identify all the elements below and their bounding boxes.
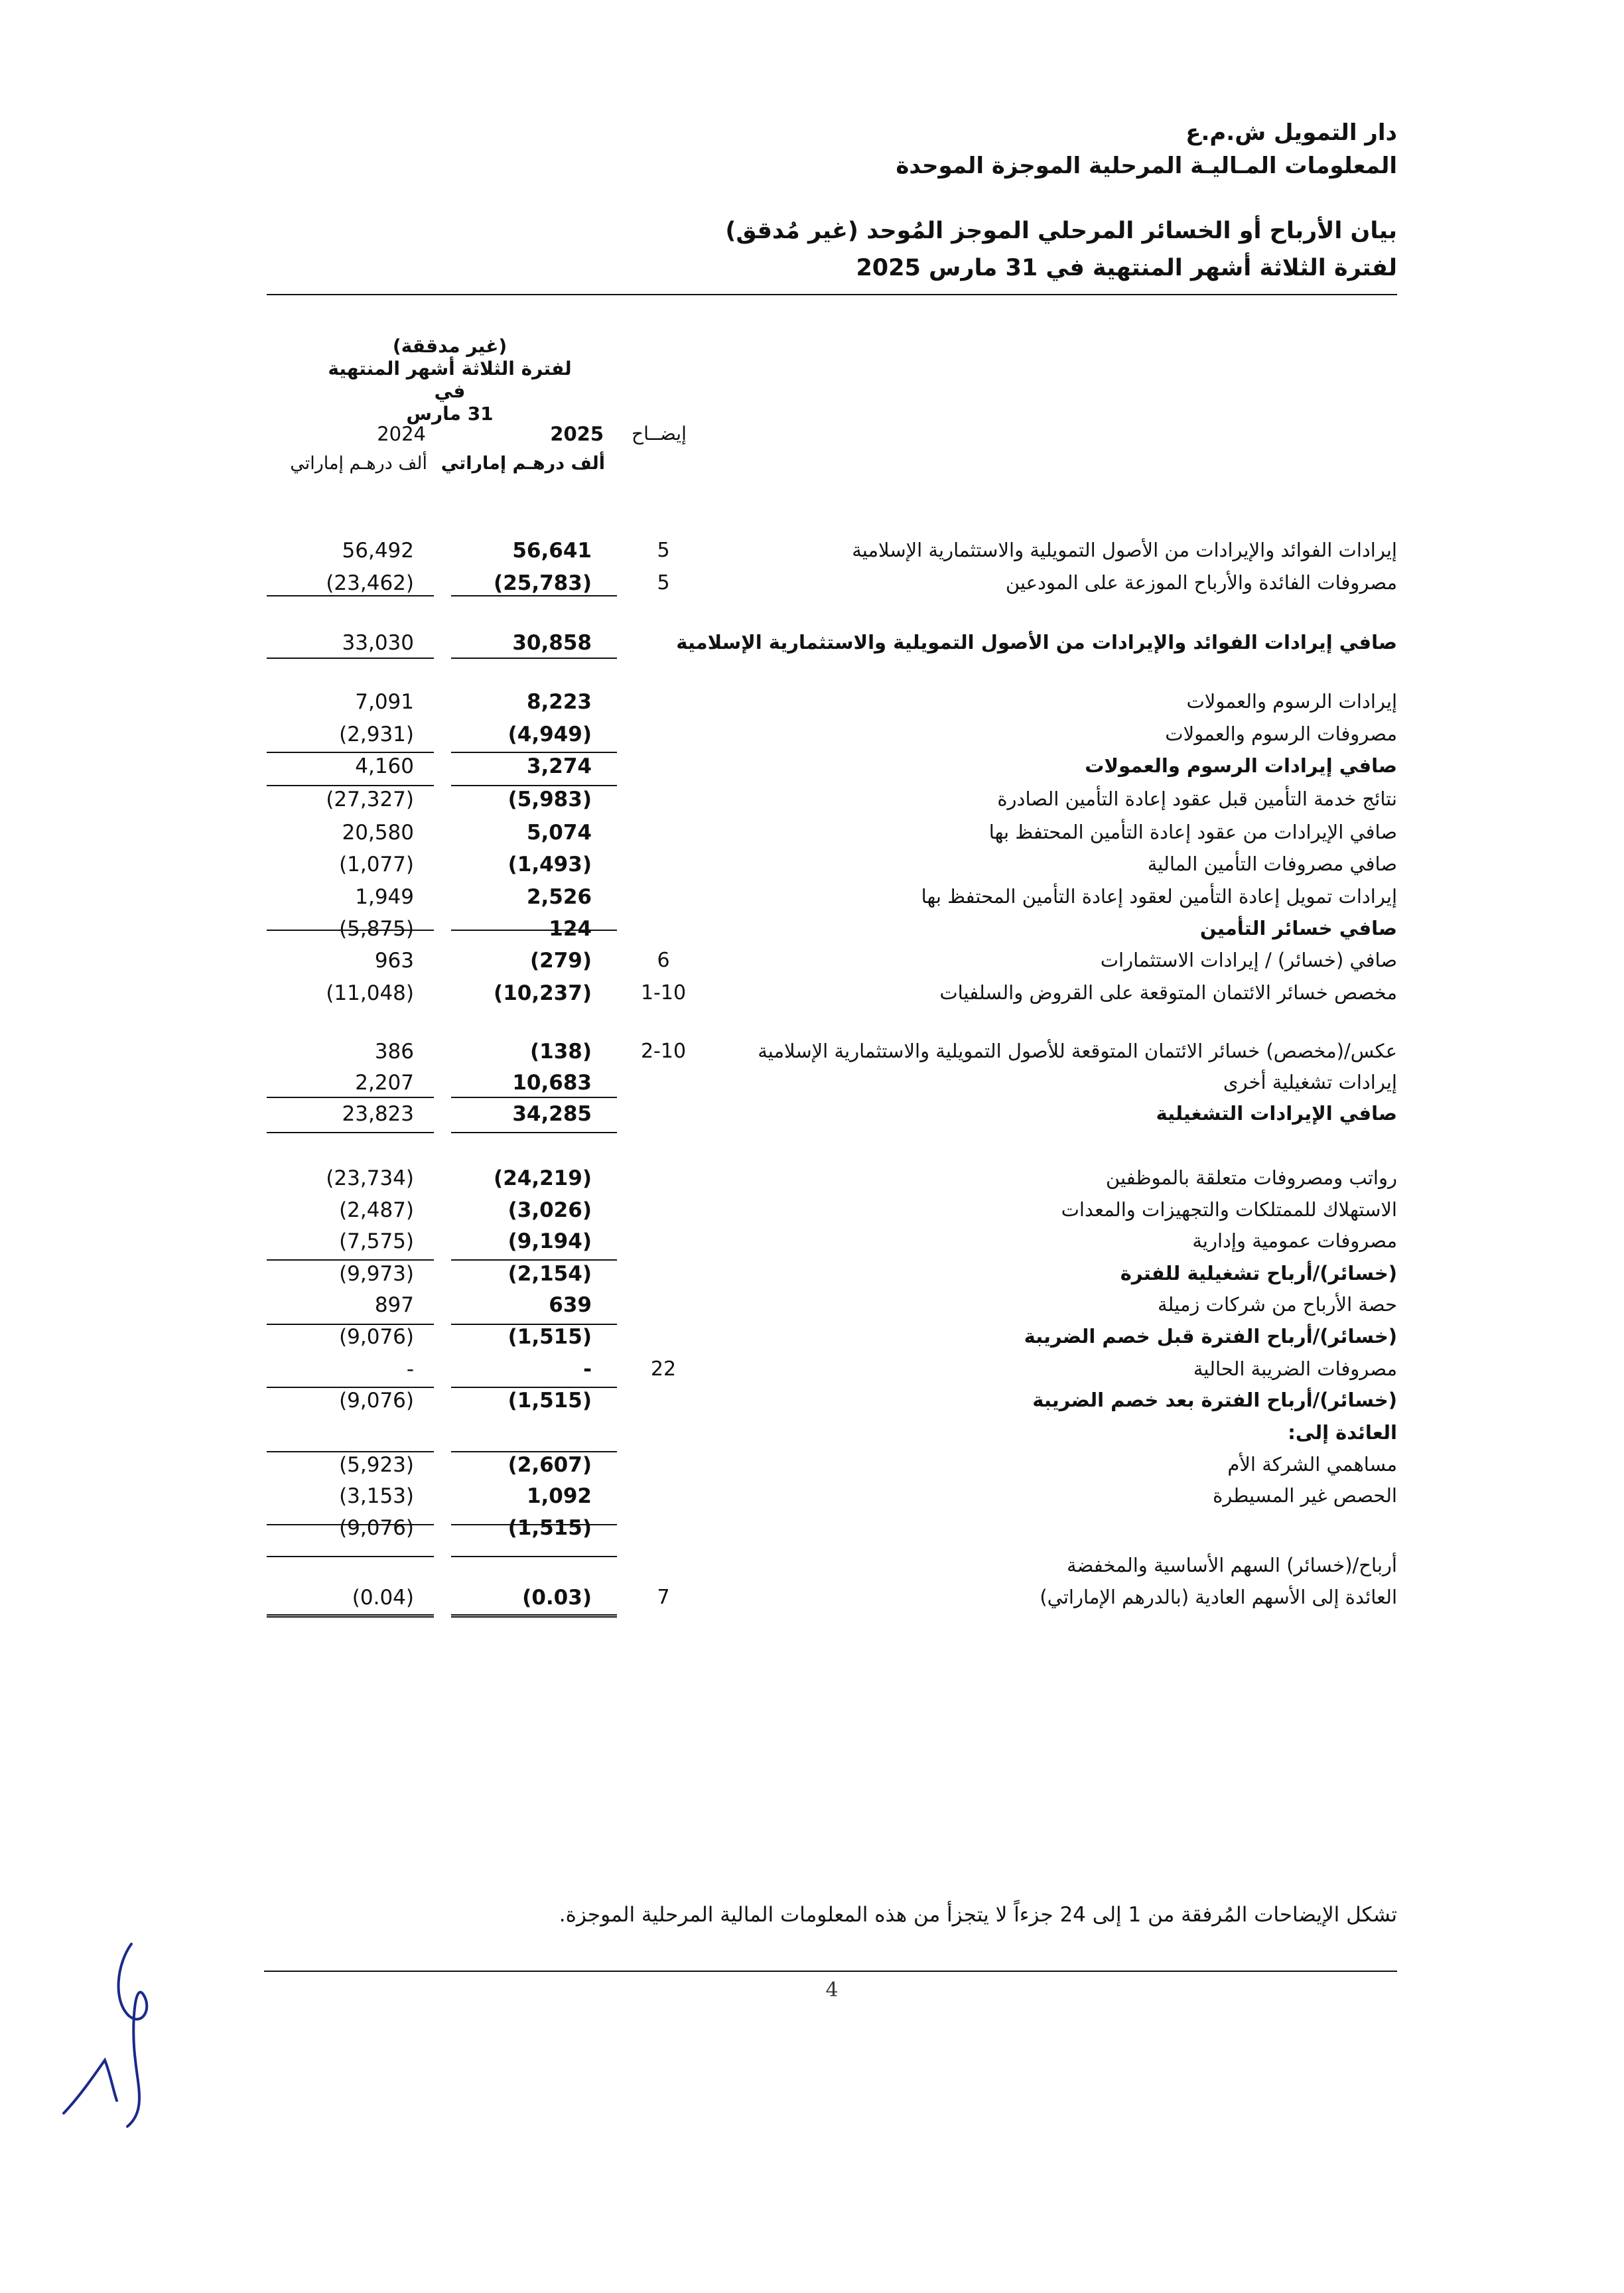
table-row xyxy=(0,1516,1624,1543)
value-2025: 1,092 xyxy=(526,1484,592,1508)
column-rule xyxy=(451,1524,617,1525)
row-label: مصروفات الفائدة والأرباح الموزعة على المودعين xyxy=(1005,571,1397,594)
value-2024: (5,923) xyxy=(339,1453,414,1477)
signature xyxy=(53,1937,166,2136)
column-rule xyxy=(451,930,617,931)
value-2025: (2,607) xyxy=(508,1453,592,1477)
row-label: (خسائر)/أرباح الفترة قبل خصم الضريبة xyxy=(1024,1325,1397,1348)
row-label: صافي خسائر التأمين xyxy=(1199,917,1397,939)
value-2025: (9,194) xyxy=(508,1229,592,1253)
year-2025-header: 2025 xyxy=(550,423,604,445)
column-rule xyxy=(451,1387,617,1388)
value-2025: (4,949) xyxy=(508,723,592,746)
footer-rule xyxy=(264,1971,1397,1972)
value-2025: 34,285 xyxy=(512,1102,592,1126)
table-row xyxy=(0,539,1624,565)
value-2025: 10,683 xyxy=(512,1071,592,1095)
value-2024: (23,734) xyxy=(326,1166,414,1190)
table-row xyxy=(0,885,1624,912)
row-label: صافي الإيرادات من عقود إعادة التأمين المحتفظ بها xyxy=(988,821,1397,843)
value-2024: (2,931) xyxy=(339,723,414,746)
column-rule xyxy=(451,752,617,753)
table-row xyxy=(0,1293,1624,1320)
table-row xyxy=(0,1389,1624,1415)
value-2024: 4,160 xyxy=(355,754,414,778)
row-label: رواتب ومصروفات متعلقة بالموظفين xyxy=(1105,1166,1397,1189)
value-2025: (3,026) xyxy=(508,1198,592,1222)
table-row xyxy=(0,1453,1624,1480)
row-label: مساهمي الشركة الأم xyxy=(1227,1453,1397,1476)
footer-note: تشكل الإيضاحات المُرفقة من 1 إلى 24 جزءاً لا يتجزأ من هذه المعلومات المالية المرحلية الموجزة. xyxy=(559,1903,1397,1927)
column-rule xyxy=(451,1097,617,1098)
value-2025: 124 xyxy=(549,917,592,941)
row-label: مصروفات عمومية وإدارية xyxy=(1192,1229,1397,1252)
table-row xyxy=(0,853,1624,879)
column-rule xyxy=(451,785,617,786)
value-2025: 56,641 xyxy=(512,539,592,563)
value-2025: 3,274 xyxy=(526,754,592,778)
column-rule xyxy=(451,1259,617,1261)
row-label: صافي مصروفات التأمين المالية xyxy=(1147,853,1397,875)
column-rule xyxy=(451,1451,617,1452)
table-row xyxy=(0,981,1624,1008)
row-label: مصروفات الضريبة الحالية xyxy=(1193,1357,1397,1380)
column-rule xyxy=(267,595,434,596)
value-2025: (1,515) xyxy=(508,1389,592,1413)
table-row xyxy=(0,1071,1624,1097)
row-note: 7 xyxy=(657,1586,670,1609)
table-row xyxy=(0,1484,1624,1511)
statement-title: بيان الأرباح أو الخسائر المرحلي الموجز المُوحد (غير مُدقق) xyxy=(725,218,1397,244)
statement-period: لفترة الثلاثة أشهر المنتهية في 31 مارس 2025 xyxy=(856,255,1397,281)
row-label: الحصص غير المسيطرة xyxy=(1213,1484,1397,1507)
value-2024: 963 xyxy=(374,949,414,973)
column-rule xyxy=(267,752,434,753)
column-rule xyxy=(267,930,434,931)
value-2025: 5,074 xyxy=(526,821,592,845)
table-row xyxy=(0,1198,1624,1225)
table-row xyxy=(0,1229,1624,1256)
value-2024: 20,580 xyxy=(342,821,414,845)
note-column-header: إيضــاح xyxy=(632,423,687,445)
unit-2024-header: ألف درهـم إماراتي xyxy=(290,453,427,474)
unit-2025-header: ألف درهـم إماراتي xyxy=(440,453,605,474)
value-2024: (9,076) xyxy=(339,1325,414,1349)
value-2024: (1,077) xyxy=(339,853,414,876)
table-row xyxy=(0,821,1624,847)
table-row xyxy=(0,949,1624,975)
value-2025: (5,983) xyxy=(508,788,592,811)
row-label: إيرادات تمويل إعادة التأمين لعقود إعادة التأمين المحتفظ بها xyxy=(921,885,1397,908)
table-row xyxy=(0,1102,1624,1129)
company-name: دار التمويل ش.م.ع xyxy=(1185,119,1397,146)
row-note: 6 xyxy=(657,949,670,972)
value-2024: (2,487) xyxy=(339,1198,414,1222)
table-row xyxy=(0,631,1624,658)
column-rule xyxy=(267,1324,434,1325)
column-rule xyxy=(267,1614,434,1616)
row-label: عكس/(مخصص) خسائر الائتمان المتوقعة للأصول التمويلية والاستثمارية الإسلامية xyxy=(758,1040,1397,1062)
row-label: العائدة إلى: xyxy=(1288,1421,1397,1444)
value-2024: 23,823 xyxy=(342,1102,414,1126)
table-row xyxy=(0,1421,1624,1448)
row-label: حصة الأرباح من شركات زميلة xyxy=(1157,1293,1397,1316)
value-2025: (24,219) xyxy=(494,1166,592,1190)
value-2025: 2,526 xyxy=(526,885,592,909)
column-rule xyxy=(267,658,434,659)
table-row xyxy=(0,571,1624,598)
column-rule xyxy=(451,1556,617,1557)
value-2025: (0.03) xyxy=(522,1586,592,1610)
row-note: 22 xyxy=(650,1357,677,1381)
page-number: 4 xyxy=(825,1979,839,2002)
value-2024: (7,575) xyxy=(339,1229,414,1253)
value-2024: (9,076) xyxy=(339,1389,414,1413)
value-2025: (2,154) xyxy=(508,1262,592,1286)
table-row xyxy=(0,788,1624,814)
value-2025: (1,515) xyxy=(508,1325,592,1349)
column-rule xyxy=(451,1614,617,1616)
value-2024: 56,492 xyxy=(342,539,414,563)
row-note: 5 xyxy=(657,571,670,594)
value-2025: 30,858 xyxy=(512,631,592,655)
column-rule xyxy=(267,1387,434,1388)
value-2025: 8,223 xyxy=(526,690,592,714)
table-row xyxy=(0,1262,1624,1288)
period-label: لفترة الثلاثة أشهر المنتهية في xyxy=(328,358,572,402)
value-2024: 33,030 xyxy=(342,631,414,655)
row-label: صافي إيرادات الفوائد والإيرادات من الأصول التمويلية والاستثمارية الإسلامية xyxy=(676,631,1397,654)
column-rule xyxy=(451,1324,617,1325)
column-rule xyxy=(267,1556,434,1557)
row-label: إيرادات تشغيلية أخرى xyxy=(1223,1071,1397,1093)
value-2024: (23,462) xyxy=(326,571,414,595)
value-2025: (279) xyxy=(529,949,592,973)
value-2025: (10,237) xyxy=(494,981,592,1005)
table-row xyxy=(0,754,1624,781)
value-2025: - xyxy=(583,1357,592,1381)
table-row xyxy=(0,1586,1624,1612)
row-label: صافي إيرادات الرسوم والعمولات xyxy=(1085,754,1397,777)
row-label: صافي الإيرادات التشغيلية xyxy=(1156,1102,1397,1125)
row-label: مخصص خسائر الائتمان المتوقعة على القروض والسلفيات xyxy=(939,981,1397,1004)
table-row xyxy=(0,690,1624,717)
period-date-label: 31 مارس xyxy=(406,403,494,425)
value-2025: (1,493) xyxy=(508,853,592,876)
column-rule xyxy=(267,1097,434,1098)
column-rule xyxy=(267,1524,434,1525)
year-2024-header: 2024 xyxy=(377,423,426,445)
column-rule xyxy=(451,658,617,659)
column-rule xyxy=(267,1451,434,1452)
row-note: 1-10 xyxy=(640,981,687,1005)
unaudited-label: (غير مدققة) xyxy=(392,335,508,357)
row-label: أرباح/(خسائر) السهم الأساسية والمخفضة xyxy=(1067,1554,1397,1576)
row-label: العائدة إلى الأسهم العادية (بالدرهم الإماراتي) xyxy=(1040,1586,1397,1608)
table-row xyxy=(0,1325,1624,1352)
table-row xyxy=(0,1554,1624,1580)
value-2024: (9,076) xyxy=(339,1516,414,1540)
row-label: مصروفات الرسوم والعمولات xyxy=(1165,723,1397,745)
value-2024: (9,973) xyxy=(339,1262,414,1286)
row-label: صافي (خسائر) / إيرادات الاستثمارات xyxy=(1100,949,1397,971)
column-rule xyxy=(451,1616,617,1618)
row-note: 5 xyxy=(657,539,670,562)
table-row xyxy=(0,917,1624,943)
row-label: نتائج خدمة التأمين قبل عقود إعادة التأمين الصادرة xyxy=(997,788,1397,810)
row-label: إيرادات الفوائد والإيرادات من الأصول التمويلية والاستثمارية الإسلامية xyxy=(852,539,1397,561)
value-2025: (1,515) xyxy=(508,1516,592,1540)
value-2025: 639 xyxy=(549,1293,592,1317)
value-2025: (138) xyxy=(529,1040,592,1064)
value-2024: (0.04) xyxy=(352,1586,414,1610)
value-2024: 1,949 xyxy=(355,885,414,909)
value-2024: (11,048) xyxy=(326,981,414,1005)
row-note: 2-10 xyxy=(640,1040,687,1063)
column-rule xyxy=(267,1616,434,1618)
column-rule xyxy=(451,595,617,596)
report-subtitle: المعلومات المـاليـة المرحلية الموجزة الموحدة xyxy=(896,153,1397,179)
row-label: (خسائر)/أرباح الفترة بعد خصم الضريبة xyxy=(1032,1389,1397,1411)
table-row xyxy=(0,1166,1624,1193)
row-label: (خسائر)/أرباح تشغيلية للفترة xyxy=(1120,1262,1397,1285)
column-rule xyxy=(451,1132,617,1133)
value-2024: 7,091 xyxy=(355,690,414,714)
column-rule xyxy=(267,1259,434,1261)
value-2025: (25,783) xyxy=(494,571,592,595)
row-label: الاستهلاك للممتلكات والتجهيزات والمعدات xyxy=(1061,1198,1397,1221)
value-2024: (27,327) xyxy=(326,788,414,811)
value-2024: 2,207 xyxy=(355,1071,414,1095)
value-2024: - xyxy=(406,1357,414,1381)
value-2024: 897 xyxy=(374,1293,414,1317)
value-2024: (3,153) xyxy=(339,1484,414,1508)
value-2024: 386 xyxy=(374,1040,414,1064)
table-row xyxy=(0,1040,1624,1066)
table-row xyxy=(0,723,1624,749)
column-rule xyxy=(267,1132,434,1133)
row-label: إيرادات الرسوم والعمولات xyxy=(1186,690,1397,713)
table-row xyxy=(0,1357,1624,1384)
value-2024: (5,875) xyxy=(339,917,414,941)
column-rule xyxy=(267,785,434,786)
